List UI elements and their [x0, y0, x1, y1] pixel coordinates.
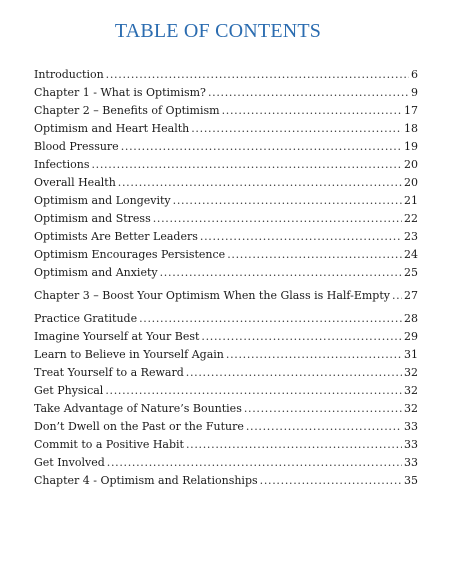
dot-leader [107, 454, 402, 472]
toc-entry[interactable] [34, 346, 418, 364]
toc-entry-page: 31 [404, 348, 418, 361]
toc-entry-page: 20 [404, 158, 418, 171]
dot-leader [260, 472, 402, 490]
toc-entry-page: 22 [404, 212, 418, 225]
toc-entry[interactable] [34, 156, 418, 174]
toc-entry[interactable] [34, 328, 418, 346]
toc-entry[interactable] [34, 287, 418, 305]
dot-leader [91, 156, 402, 174]
toc-entry[interactable] [34, 84, 418, 102]
toc-entry-page: 29 [404, 330, 418, 343]
toc-entry-label: Chapter 4 - Optimism and Relationships [34, 474, 258, 487]
toc-entry[interactable] [34, 454, 418, 472]
dot-leader [139, 310, 402, 328]
toc-entry-label: Chapter 3 – Boost Your Optimism When the Glass is Half-Empty [34, 289, 390, 302]
toc-entry-page: 6 [411, 68, 418, 81]
toc-entry-page: 24 [404, 248, 418, 261]
toc-entry[interactable] [34, 66, 418, 84]
dot-leader [105, 382, 402, 400]
dot-leader [173, 192, 402, 210]
dot-leader [208, 84, 409, 102]
toc-entry-page: 33 [404, 438, 418, 451]
toc-entry-label: Infections [34, 158, 90, 171]
toc-entry[interactable] [34, 382, 418, 400]
dot-leader [226, 346, 402, 364]
toc-entry[interactable] [34, 246, 418, 264]
toc-entry[interactable] [34, 418, 418, 436]
dot-leader [201, 328, 402, 346]
toc-entry-label: Don’t Dwell on the Past or the Future [34, 420, 244, 433]
dot-leader [222, 102, 402, 120]
dot-leader [106, 66, 409, 84]
dot-leader [392, 287, 402, 305]
toc-entry-label: Commit to a Positive Habit [34, 438, 184, 451]
toc-entry[interactable] [34, 436, 418, 454]
toc-entry-page: 33 [404, 456, 418, 469]
toc-entry-label: Imagine Yourself at Your Best [34, 330, 200, 343]
toc-entry-label: Take Advantage of Nature’s Bounties [34, 402, 242, 415]
dot-leader [200, 228, 402, 246]
toc-entry-page: 27 [404, 289, 418, 302]
toc-entry-page: 18 [404, 122, 418, 135]
dot-leader [153, 210, 402, 228]
toc-entry-page: 17 [404, 104, 418, 117]
toc-entry-page: 9 [411, 86, 418, 99]
toc-entry-label: Learn to Believe in Yourself Again [34, 348, 224, 361]
toc-entry-page: 25 [404, 266, 418, 279]
toc-entry-label: Optimism and Anxiety [34, 266, 158, 279]
toc-entry[interactable] [34, 192, 418, 210]
toc-entry[interactable] [34, 364, 418, 382]
toc-entry[interactable] [34, 264, 418, 282]
toc-entry-label: Blood Pressure [34, 140, 119, 153]
toc-entry-label: Get Involved [34, 456, 105, 469]
toc-entry[interactable] [34, 472, 418, 490]
toc-entry[interactable] [34, 400, 418, 418]
toc-entry-label: Introduction [34, 68, 104, 81]
toc-entry-page: 32 [404, 366, 418, 379]
dot-leader [186, 364, 402, 382]
toc-entry-label: Optimism and Longevity [34, 194, 171, 207]
toc-entry[interactable] [34, 174, 418, 192]
toc-entry-label: Optimism Encourages Persistence [34, 248, 226, 261]
toc-entry-label: Optimists Are Better Leaders [34, 230, 198, 243]
toc-entry[interactable] [34, 138, 418, 156]
toc-entry[interactable] [34, 120, 418, 138]
toc-entry-page: 28 [404, 312, 418, 325]
dot-leader [244, 400, 402, 418]
dot-leader [246, 418, 402, 436]
toc-entry[interactable] [34, 210, 418, 228]
toc-title: TABLE OF CONTENTS [114, 20, 322, 42]
toc-entry-page: 33 [404, 420, 418, 433]
toc-entry-label: Treat Yourself to a Reward [34, 366, 184, 379]
toc-entry[interactable] [34, 228, 418, 246]
toc-entry-label: Optimism and Heart Health [34, 122, 190, 135]
dot-leader [118, 174, 402, 192]
toc-entry-page: 23 [404, 230, 418, 243]
dot-leader [121, 138, 402, 156]
toc-entry-label: Chapter 2 – Benefits of Optimism [34, 104, 220, 117]
toc-entry-page: 35 [404, 474, 418, 487]
toc-entry-page: 20 [404, 176, 418, 189]
toc-entry-page: 21 [404, 194, 418, 207]
dot-leader [160, 264, 402, 282]
dot-leader [227, 246, 402, 264]
toc-entry[interactable] [34, 102, 418, 120]
toc-entry-page: 32 [404, 384, 418, 397]
dot-leader [191, 120, 402, 138]
toc-entry-page: 32 [404, 402, 418, 415]
toc-entry[interactable] [34, 310, 418, 328]
toc-entry-label: Get Physical [34, 384, 104, 397]
dot-leader [186, 436, 402, 454]
toc-entry-label: Practice Gratitude [34, 312, 138, 325]
toc-entry-label: Overall Health [34, 176, 116, 189]
toc-entry-label: Optimism and Stress [34, 212, 151, 225]
toc-list [34, 66, 418, 490]
toc-entry-page: 19 [404, 140, 418, 153]
toc-entry-label: Chapter 1 - What is Optimism? [34, 86, 206, 99]
